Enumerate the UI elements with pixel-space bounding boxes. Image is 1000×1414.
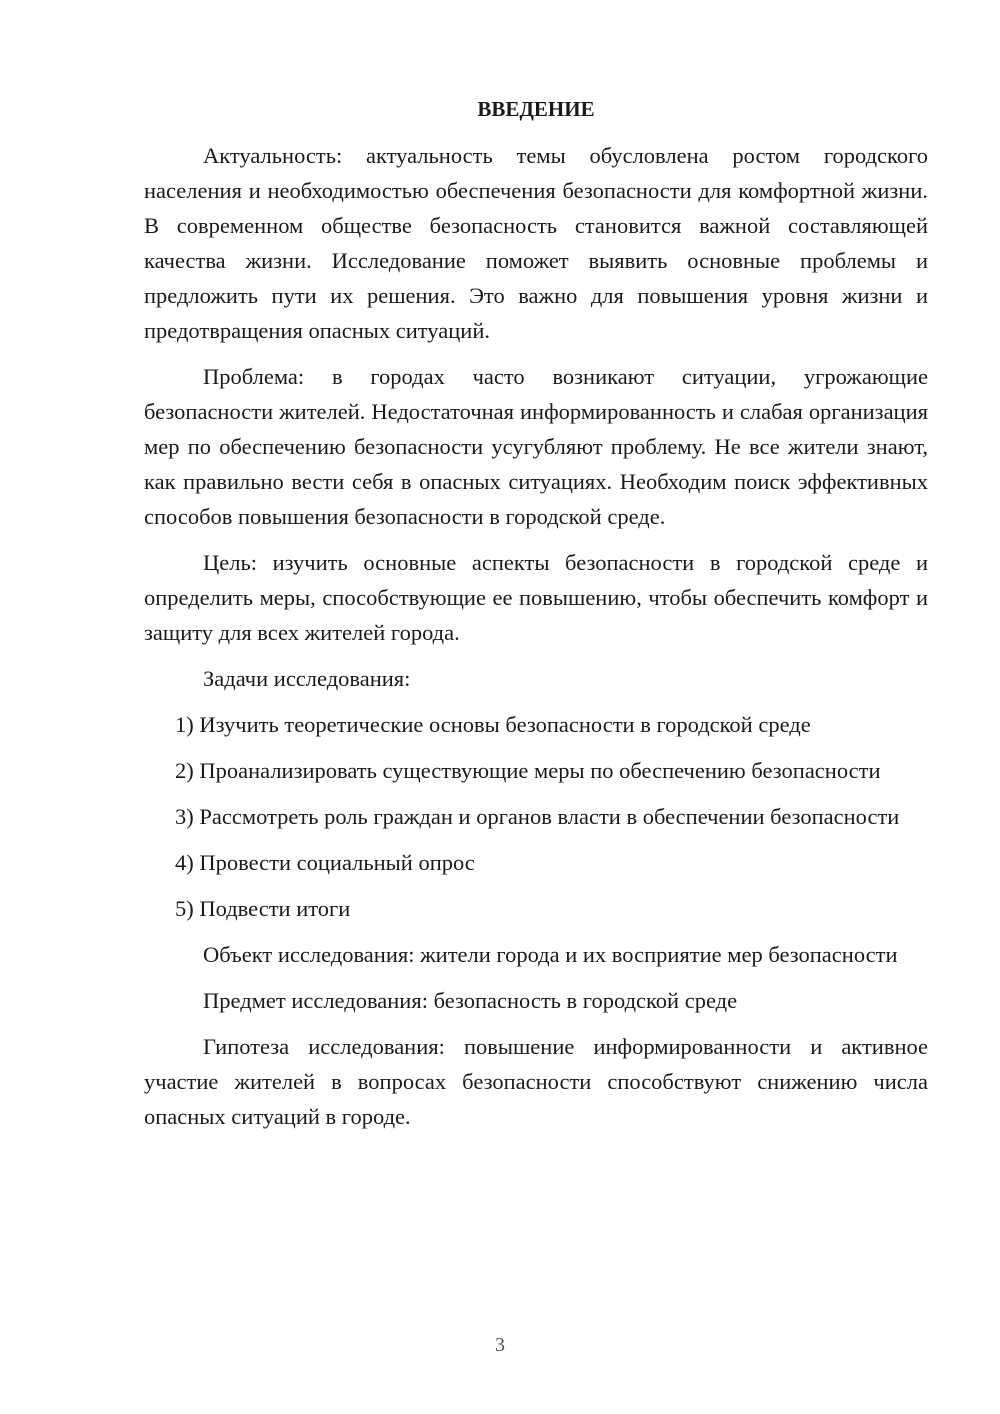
paragraph-object: Объект исследования: жители города и их восприятие мер безопасности: [203, 942, 898, 967]
task-item-1: 1) Изучить теоретические основы безопасности в городской среде: [175, 712, 811, 737]
page-number: 3: [495, 1334, 505, 1356]
paragraph-hypothesis: Гипотеза исследования: повышение информированности и активное участие жителей в вопросах безопасности способствуют снижению числа опасных ситуаций в городе.: [144, 1034, 928, 1129]
task-item-3: 3) Рассмотреть роль граждан и органов власти в обеспечении безопасности: [175, 804, 900, 829]
paragraph-tasks-heading: Задачи исследования:: [203, 666, 411, 691]
task-item-4: 4) Провести социальный опрос: [175, 850, 475, 875]
paragraph-problem: Проблема: в городах часто возникают ситуации, угрожающие безопасности жителей. Недостаточная информированность и слабая организация мер по обеспечению безопасности усугубляют проблему. Не все жители знают, как правильно вести себя в опасных ситуациях. Необходим поиск эффективных способов повышения безопасности в городской среде.: [144, 364, 928, 529]
section-title: ВВЕДЕНИЕ: [477, 97, 595, 121]
paragraph-goal: Цель: изучить основные аспекты безопасности в городской среде и определить меры, способствующие ее повышению, чтобы обеспечить комфорт и защиту для всех жителей города.: [144, 550, 928, 645]
paragraph-relevance: Актуальность: актуальность темы обусловлена ростом городского населения и необходимостью обеспечения безопасности для комфортной жизни. В современном обществе безопасность становится важной составляющей качества жизни. Исследование поможет выявить основные проблемы и предложить пути их решения. Это важно для повышения уровня жизни и предотвращения опасных ситуаций.: [144, 143, 928, 343]
task-item-2: 2) Проанализировать существующие меры по обеспечению безопасности: [175, 758, 881, 783]
paragraph-subject: Предмет исследования: безопасность в городской среде: [203, 988, 738, 1013]
task-item-5: 5) Подвести итоги: [175, 896, 351, 921]
document-page: [144, 94, 928, 1145]
